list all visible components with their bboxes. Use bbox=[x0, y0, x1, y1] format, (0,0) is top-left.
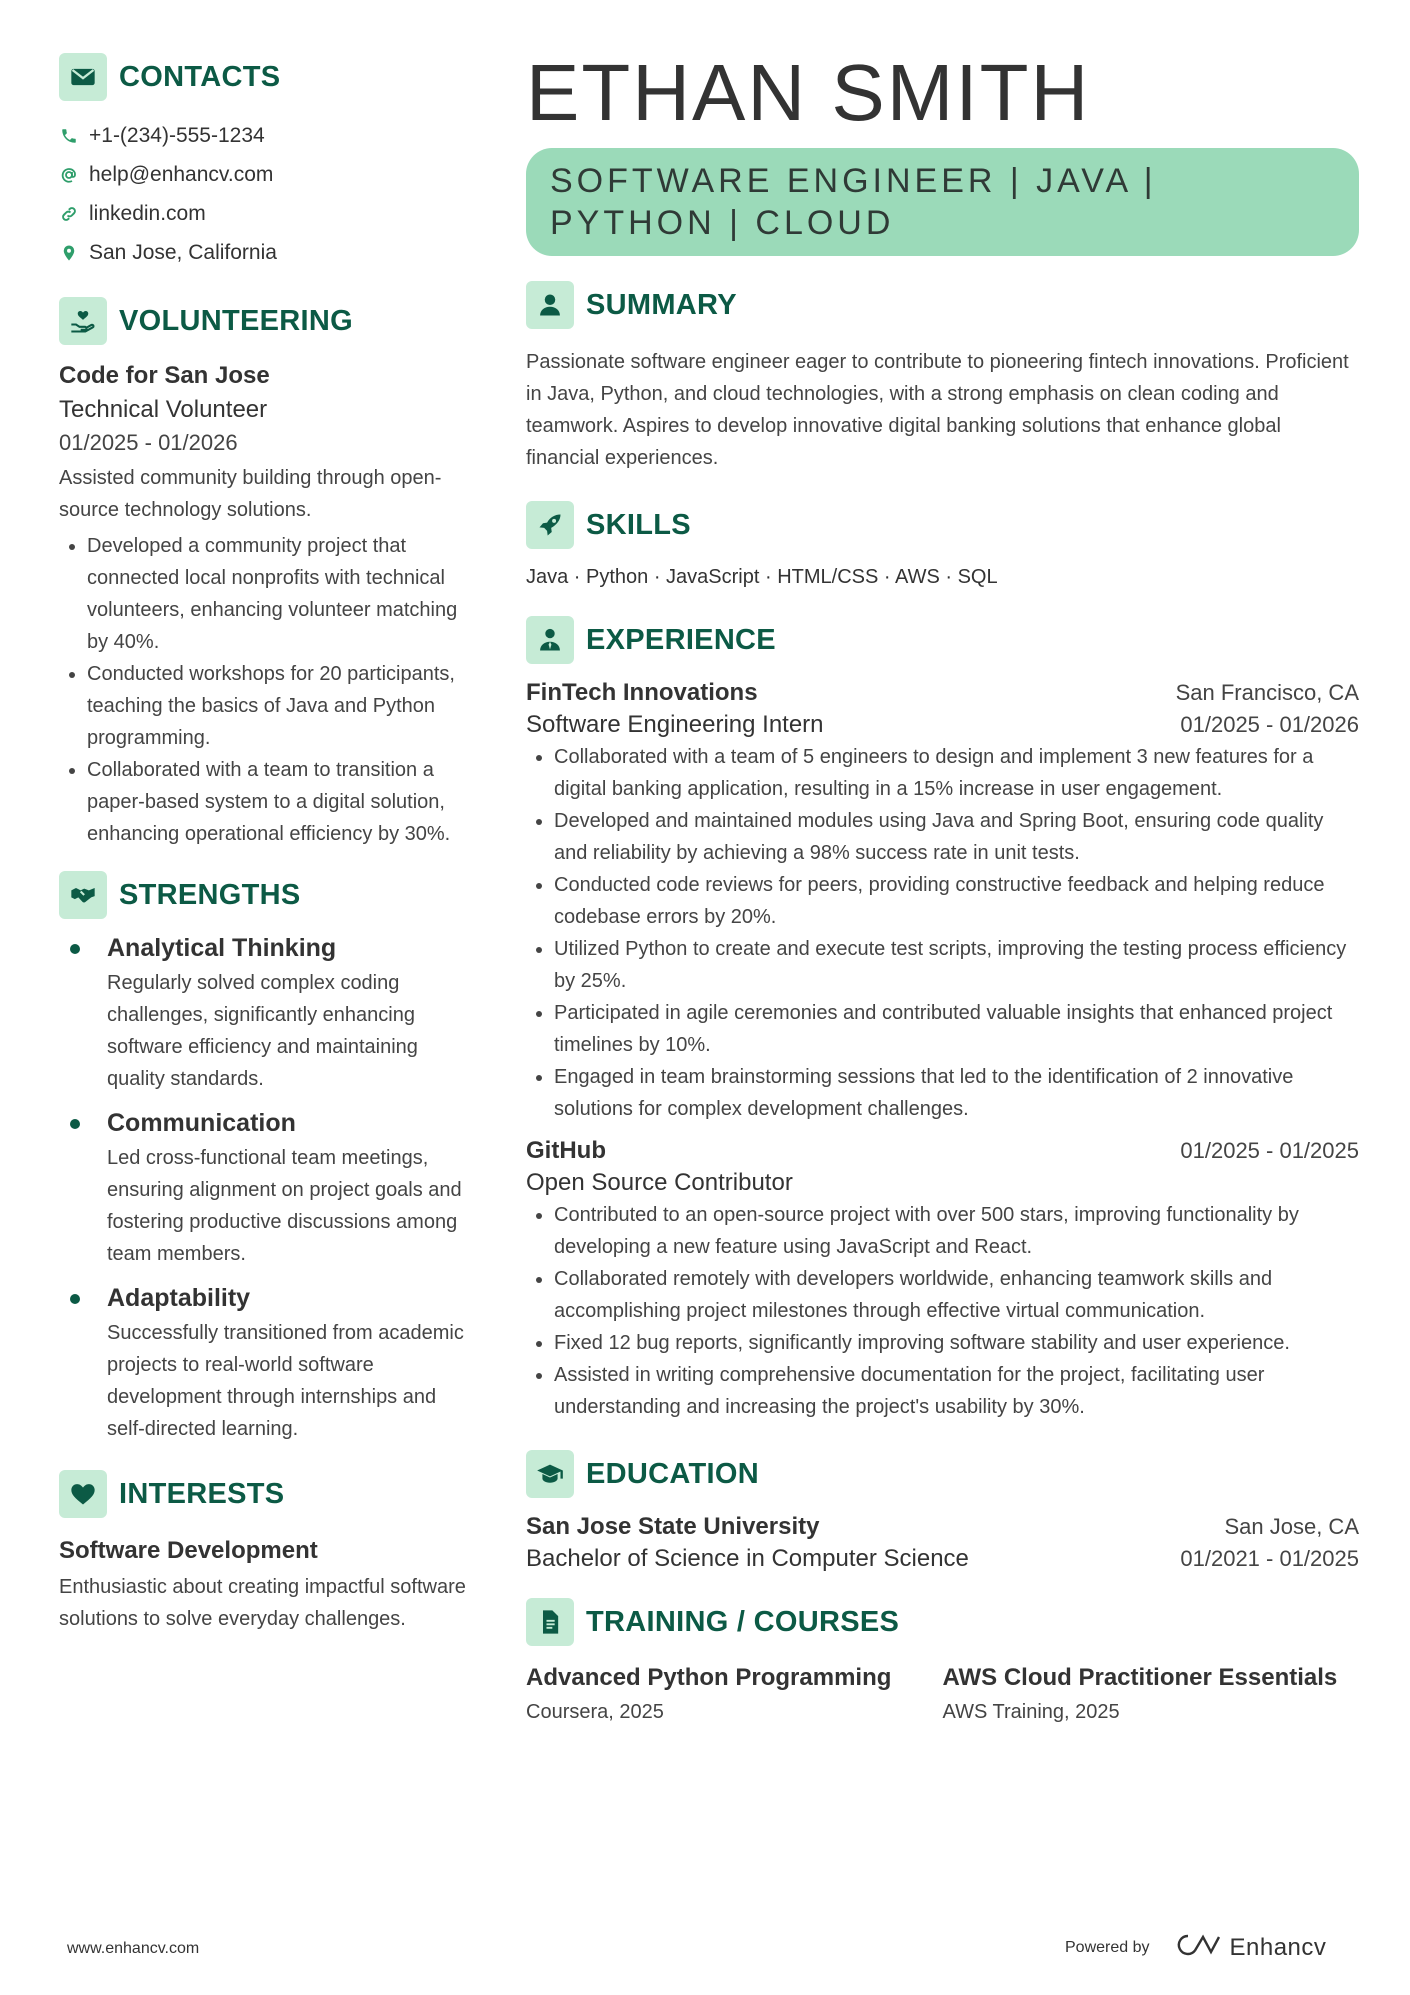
footer-brand[interactable] bbox=[1065, 1932, 1326, 1963]
job-bullets bbox=[526, 741, 1359, 1125]
course-title: AWS Cloud Practitioner Essentials bbox=[942, 1664, 1338, 1691]
experience-header bbox=[526, 615, 1359, 665]
strength-item bbox=[59, 1109, 479, 1270]
strength-title: Communication bbox=[107, 1109, 296, 1137]
document-icon bbox=[526, 1598, 574, 1646]
rocket-icon bbox=[526, 501, 574, 549]
summary-title: SUMMARY bbox=[586, 288, 737, 321]
job-title-band: SOFTWARE ENGINEER | JAVA | PYTHON | CLOUD bbox=[526, 148, 1359, 256]
education-entry bbox=[526, 1513, 1359, 1573]
edu-degree: Bachelor of Science in Computer Science bbox=[526, 1545, 969, 1572]
edu-location: San Jose, CA bbox=[1224, 1514, 1359, 1539]
envelope-icon bbox=[59, 53, 107, 101]
interest-title: Software Development bbox=[59, 1537, 318, 1564]
list-item: • Conducted workshops for 20 participants, teaching the basics of Java and Python programming. bbox=[87, 658, 479, 754]
powered-by-label: Powered by bbox=[1065, 1938, 1150, 1956]
strengths-header bbox=[59, 870, 479, 920]
list-item: • Developed and maintained modules using Java and Spring Boot, ensuring code quality and reliability by achieving a 98% success rate in unit tests. bbox=[554, 805, 1359, 869]
strength-desc: Successfully transitioned from academic projects to real-world software development through internships and self-directed learning. bbox=[107, 1322, 464, 1440]
skills-list: Java · Python · JavaScript · HTML/CSS · AWS · SQL bbox=[526, 566, 998, 588]
course-item bbox=[526, 1663, 943, 1724]
strength-title: Analytical Thinking bbox=[107, 934, 337, 962]
list-item: • Utilized Python to create and execute test scripts, improving the testing process efficiency by 25%. bbox=[554, 933, 1359, 997]
bullet-dot bbox=[70, 1294, 80, 1304]
contact-phone[interactable] bbox=[59, 116, 479, 155]
bullet-dot bbox=[70, 944, 80, 954]
bullet-dot bbox=[70, 1119, 80, 1129]
list-item: • Developed a community project that connected local nonprofits with technical volunteers, enhancing volunteer matching by 40%. bbox=[87, 530, 479, 658]
education-title: EDUCATION bbox=[586, 1457, 759, 1490]
training-header bbox=[526, 1597, 1359, 1647]
list-item: • Engaged in team brainstorming sessions that led to the identification of 2 innovative solutions for complex development challenges. bbox=[554, 1061, 1359, 1125]
graduation-cap-icon bbox=[526, 1450, 574, 1498]
job-row bbox=[526, 1169, 1359, 1197]
interests-title: INTERESTS bbox=[119, 1477, 285, 1510]
job-company: GitHub bbox=[526, 1137, 606, 1164]
contact-linkedin[interactable] bbox=[59, 194, 479, 233]
job-dates: 01/2025 - 01/2026 bbox=[1180, 712, 1359, 737]
job-role: Open Source Contributor bbox=[526, 1169, 793, 1196]
course-title: Advanced Python Programming bbox=[526, 1664, 892, 1691]
job-row bbox=[526, 711, 1359, 739]
heart-icon bbox=[59, 1470, 107, 1518]
training-title: TRAINING / COURSES bbox=[586, 1605, 900, 1638]
strength-desc: Regularly solved complex coding challenges, significantly enhancing software efficiency and maintaining quality standards. bbox=[107, 972, 418, 1090]
contact-location-text: San Jose, California bbox=[89, 240, 277, 264]
interests-header bbox=[59, 1469, 479, 1519]
volunteer-bullets bbox=[59, 530, 479, 850]
volunteering-header bbox=[59, 296, 479, 346]
volunteer-org: Code for San Jose bbox=[59, 362, 270, 389]
list-item: • Participated in agile ceremonies and contributed valuable insights that enhanced project timelines by 10%. bbox=[554, 997, 1359, 1061]
enhancv-logo-icon bbox=[1176, 1932, 1224, 1963]
job-role: Software Engineering Intern bbox=[526, 711, 824, 738]
job-company: FinTech Innovations bbox=[526, 679, 758, 706]
list-item: • Collaborated with a team to transition a paper-based system to a digital solution, enhancing operational efficiency by 30%. bbox=[87, 754, 479, 850]
map-pin-icon bbox=[59, 243, 79, 263]
candidate-name: ETHAN SMITH bbox=[526, 48, 1091, 137]
left-column bbox=[59, 52, 479, 1635]
job-bullets bbox=[526, 1199, 1359, 1423]
edu-row bbox=[526, 1513, 1359, 1541]
job-row bbox=[526, 1137, 1359, 1165]
course-provider: AWS Training, 2025 bbox=[942, 1701, 1120, 1723]
course-provider: Coursera, 2025 bbox=[526, 1701, 664, 1723]
experience-entry bbox=[526, 1137, 1359, 1423]
summary-text: Passionate software engineer eager to contribute to pioneering fintech innovations. Proficient in Java, Python, and cloud technologies, with a strong emphasis on clean coding and teamwork. Aspires to develop innovative digital banking solutions that enhance global financial experiences. bbox=[526, 351, 1349, 469]
interest-desc: Enthusiastic about creating impactful software solutions to solve everyday challenges. bbox=[59, 1576, 466, 1630]
at-icon bbox=[59, 165, 79, 185]
edu-dates: 01/2021 - 01/2025 bbox=[1180, 1546, 1359, 1571]
contact-location bbox=[59, 233, 479, 272]
contact-phone-text: +1-(234)-555-1234 bbox=[89, 123, 265, 147]
phone-icon bbox=[59, 126, 79, 146]
list-item: • Collaborated with a team of 5 engineers to design and implement 3 new features for a digital banking application, resulting in a 15% increase in user engagement. bbox=[554, 741, 1359, 805]
summary-header bbox=[526, 280, 1359, 330]
link-icon bbox=[59, 204, 79, 224]
experience-title: EXPERIENCE bbox=[586, 623, 776, 656]
person-icon bbox=[526, 281, 574, 329]
strength-item bbox=[59, 934, 479, 1095]
handshake-icon bbox=[59, 871, 107, 919]
edu-school: San Jose State University bbox=[526, 1513, 820, 1540]
footer-website[interactable]: www.enhancv.com bbox=[67, 1940, 200, 1957]
edu-row bbox=[526, 1545, 1359, 1573]
volunteer-dates: 01/2025 - 01/2026 bbox=[59, 430, 238, 455]
course-item bbox=[943, 1663, 1360, 1724]
contact-linkedin-text: linkedin.com bbox=[89, 201, 206, 225]
contact-email-text: help@enhancv.com bbox=[89, 162, 274, 186]
brand-name: Enhancv bbox=[1229, 1933, 1327, 1961]
list-item: • Assisted in writing comprehensive documentation for the project, facilitating user understanding and increasing the project's usability by 30%. bbox=[554, 1359, 1359, 1423]
contacts-header bbox=[59, 52, 479, 102]
job-dates: 01/2025 - 01/2025 bbox=[1180, 1138, 1359, 1163]
list-item: • Collaborated remotely with developers worldwide, enhancing teamwork skills and accomplishing project milestones through effective virtual communication. bbox=[554, 1263, 1359, 1327]
job-row bbox=[526, 679, 1359, 707]
job-location: San Francisco, CA bbox=[1175, 680, 1359, 705]
strength-title: Adaptability bbox=[107, 1284, 251, 1312]
list-item: • Contributed to an open-source project with over 500 stars, improving functionality by developing a new feature using JavaScript and React. bbox=[554, 1199, 1359, 1263]
volunteer-role: Technical Volunteer bbox=[59, 396, 268, 423]
hand-heart-icon bbox=[59, 297, 107, 345]
skills-title: SKILLS bbox=[586, 508, 691, 541]
right-column bbox=[526, 48, 1359, 1724]
education-header bbox=[526, 1449, 1359, 1499]
strength-item bbox=[59, 1284, 479, 1445]
list-item: • Fixed 12 bug reports, significantly improving software stability and user experience. bbox=[554, 1327, 1359, 1359]
contact-email[interactable] bbox=[59, 155, 479, 194]
course-list bbox=[526, 1663, 1359, 1724]
strengths-title: STRENGTHS bbox=[119, 878, 301, 911]
contacts-title: CONTACTS bbox=[119, 60, 281, 93]
experience-entry bbox=[526, 679, 1359, 1125]
volunteering-title: VOLUNTEERING bbox=[119, 304, 353, 337]
list-item: • Conducted code reviews for peers, providing constructive feedback and helping reduce codebase errors by 20%. bbox=[554, 869, 1359, 933]
strength-desc: Led cross-functional team meetings, ensuring alignment on project goals and fostering productive discussions among team members. bbox=[107, 1147, 462, 1265]
contact-list bbox=[59, 116, 479, 272]
briefcase-person-icon bbox=[526, 616, 574, 664]
skills-header bbox=[526, 500, 1359, 550]
volunteer-description: Assisted community building through open-source technology solutions. bbox=[59, 467, 442, 521]
